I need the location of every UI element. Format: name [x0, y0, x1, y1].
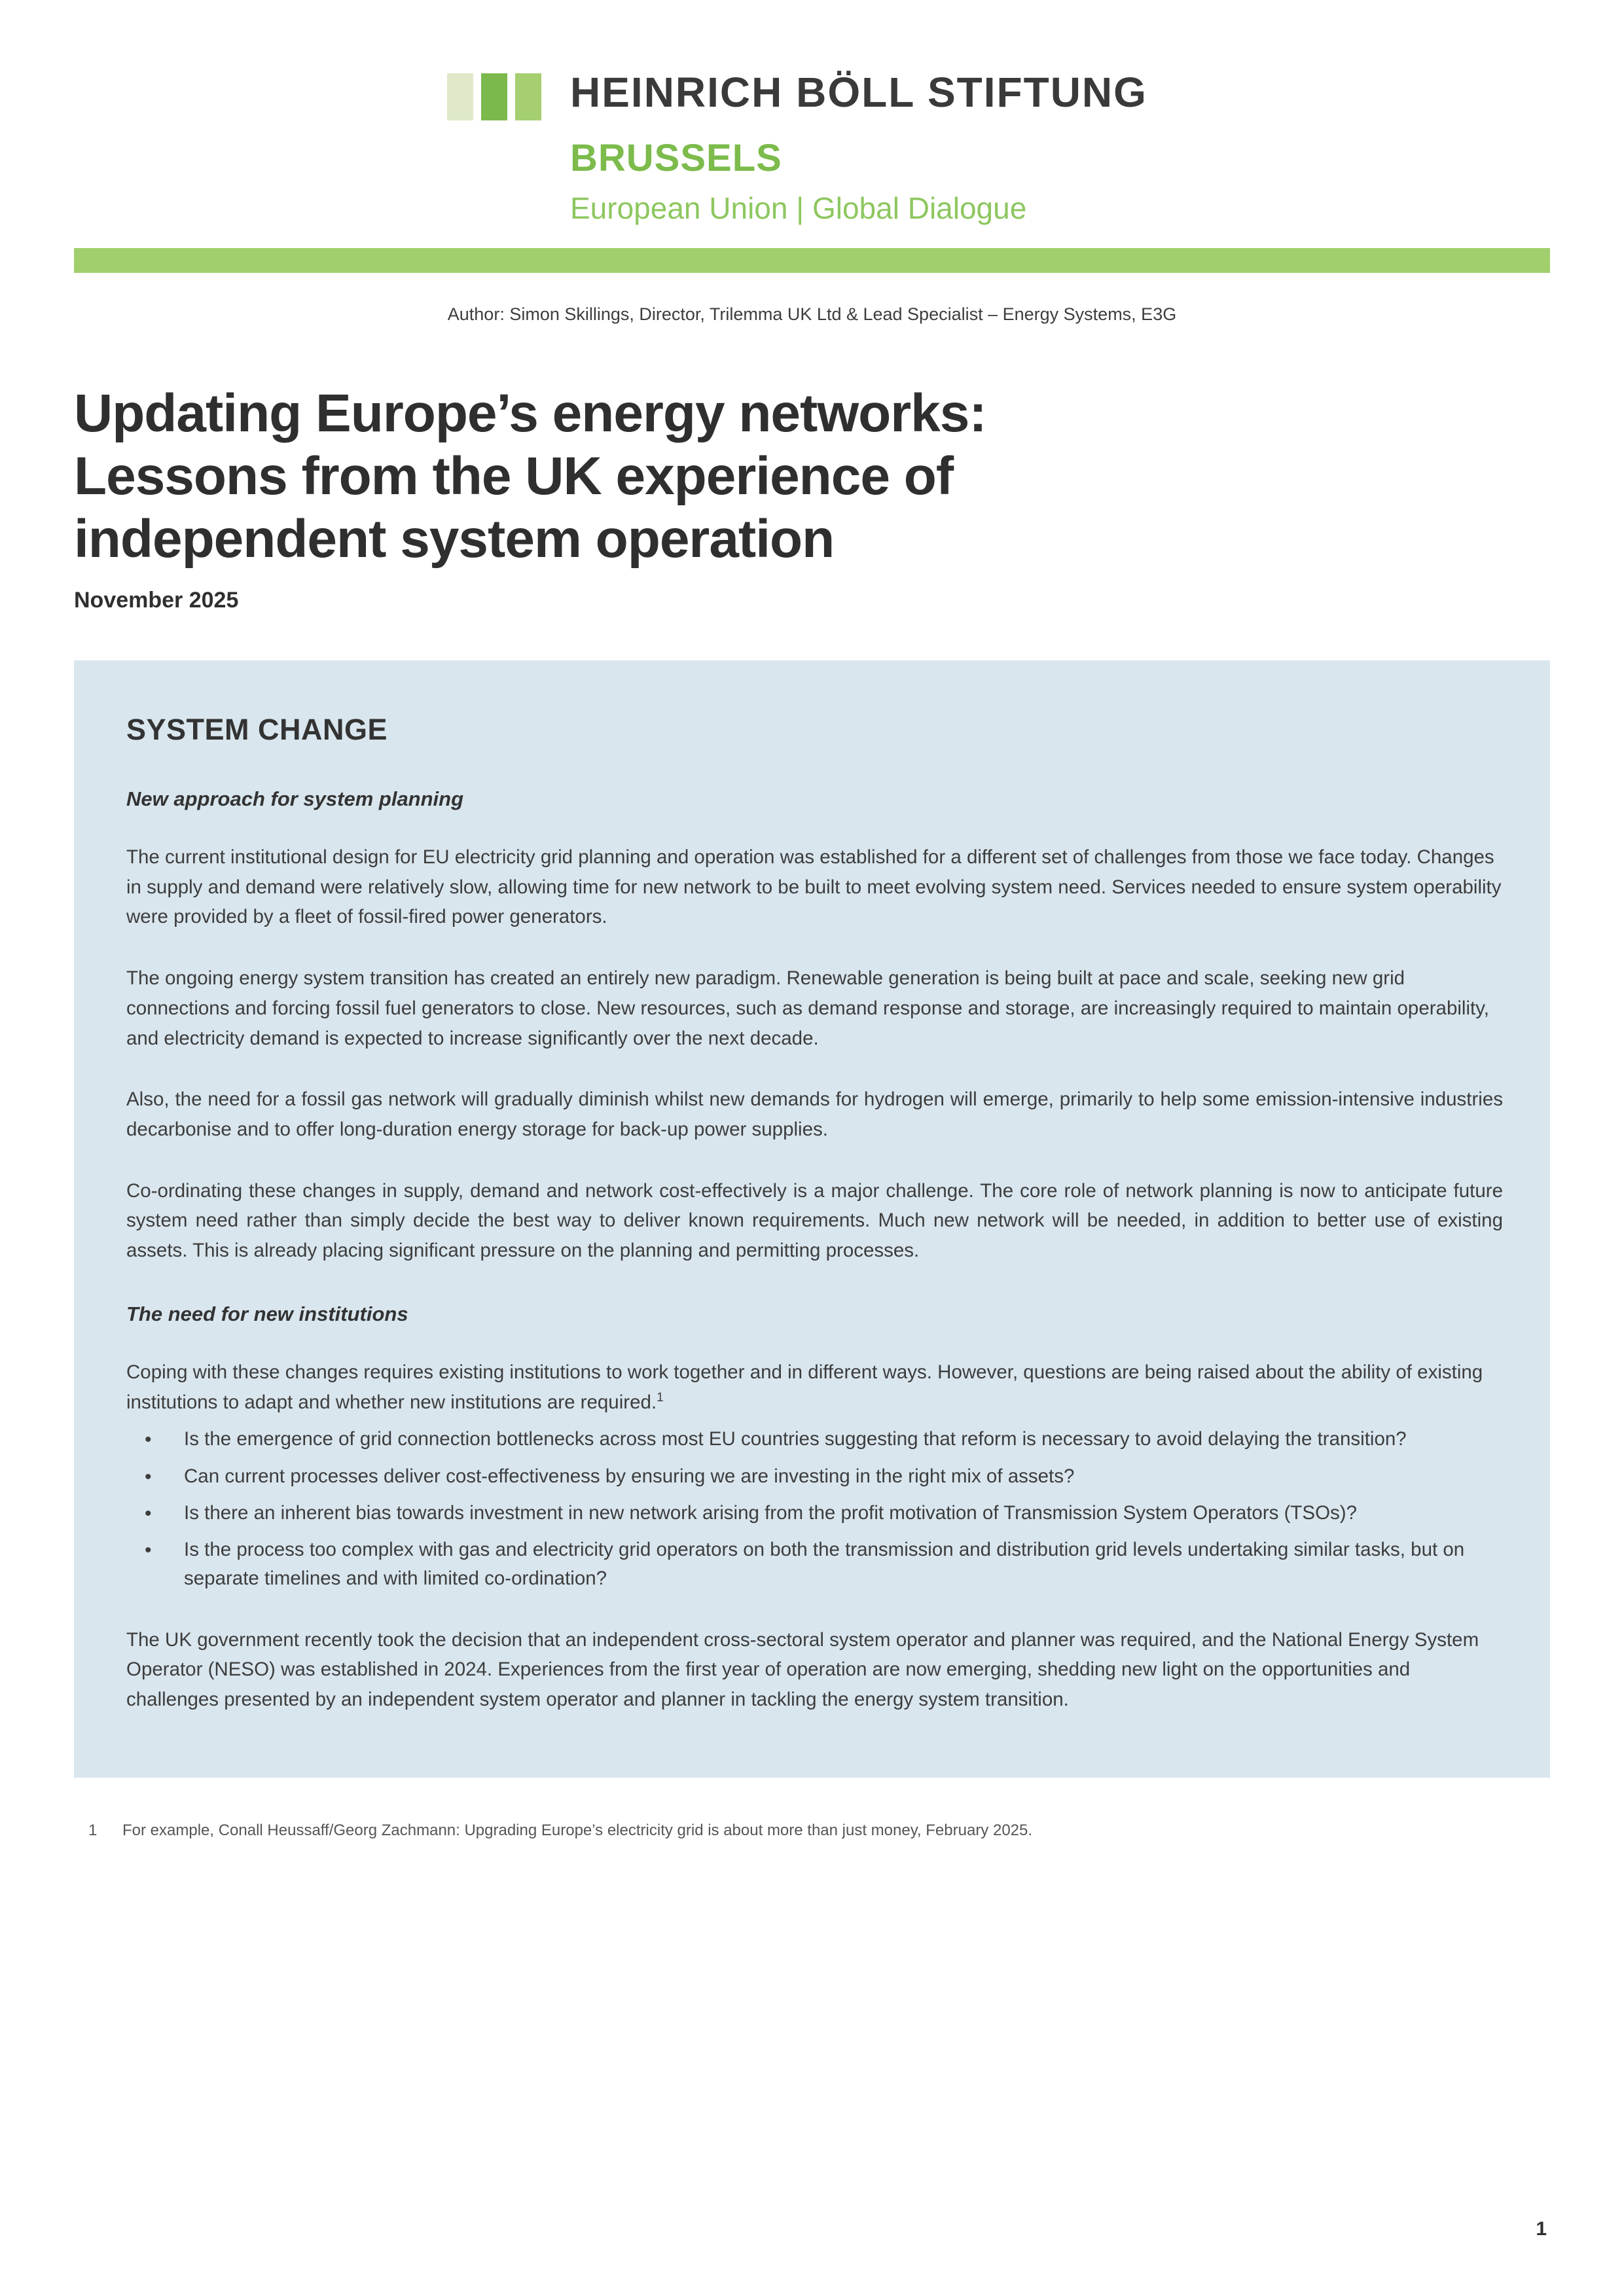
info-box	[74, 660, 1550, 1778]
infobox-paragraph-3: Also, the need for a fossil gas network will gradually diminish whilst new demands for hydrogen will emerge, primarily to help some emission-intensive industries decarbonise and to offer long-duration energy storage for back-up power supplies.	[126, 1088, 1503, 1141]
hbs-logo-icon	[447, 73, 541, 120]
infobox-paragraph-4: Co-ordinating these changes in supply, demand and network cost-effectively is a major challenge. The core role of network planning is now to anticipate future system need rather than simply decide the best way to deliver known requirements. Much new network will be needed, in addition to better use of existing assets. This is already placing significant pressure on the planning and permitting processes.	[126, 1179, 1503, 1262]
bullet-item-1: • Is the emergence of grid connection bottlenecks across most EU countries suggesting that reform is necessary to avoid delaying the transition?	[126, 1425, 1503, 1454]
footnote-marker: 1	[657, 1390, 664, 1405]
brand-city: BRUSSELS	[570, 137, 782, 180]
logo-bar-light	[447, 73, 473, 120]
infobox-heading: SYSTEM CHANGE	[126, 713, 388, 746]
bullet-item-3: • Is there an inherent bias towards investment in new network arising from the profit motivation of Transmission System Operators (TSOs)?	[126, 1499, 1503, 1528]
infobox-subheading-planning: New approach for system planning	[126, 787, 464, 810]
infobox-paragraph-5	[126, 1357, 1503, 1417]
title-line-1: Updating Europe’s energy networks:	[74, 384, 986, 444]
brand-header	[447, 69, 1624, 226]
page-number: 1	[1536, 2218, 1547, 2240]
title-line-3: independent system operation	[74, 509, 835, 569]
bullet-item-2: • Can current processes deliver cost-effectiveness by ensuring we are investing in the right mix of assets?	[126, 1462, 1503, 1491]
infobox-paragraph-6: The UK government recently took the decision that an independent cross-sectoral system operator and planner was required, and the National Energy System Operator (NESO) was established in 2024. Experiences from the first year of operation are now emerging, shedding new light on the opportunities and challenges presented by an independent system operator and planner in tackling the energy system transition.	[126, 1628, 1479, 1711]
bullet-item-4: • Is the process too complex with gas and electricity grid operators on both the transmission and distribution grid levels undertaking similar tasks, but on separate timelines and with limited co-ordination?	[126, 1535, 1503, 1594]
brand-name: HEINRICH BÖLL STIFTUNG	[570, 69, 1147, 116]
brand-tagline: European Union | Global Dialogue	[570, 191, 1027, 226]
logo-bar-mid	[481, 73, 507, 120]
infobox-subheading-institutions: The need for new institutions	[126, 1302, 408, 1325]
footnote-text: For example, Conall Heussaff/Georg Zachmann: Upgrading Europe’s electricity grid is about more than just money, February 2025.	[122, 1821, 1033, 1839]
title-line-2: Lessons from the UK experience of	[74, 446, 954, 507]
page-title	[74, 382, 1550, 571]
infobox-paragraph-5-text: Coping with these changes requires existing institutions to work together and in different ways. However, questions are being raised about the ability of existing institutions to adapt and whether new institutions are required.	[126, 1361, 1483, 1413]
publication-date: November 2025	[74, 588, 239, 613]
title-block	[74, 382, 1550, 613]
infobox-paragraph-2: The ongoing energy system transition has created an entirely new paradigm. Renewable generation is being built at pace and scale, seeking new grid connections and forcing fossil fuel generators to close. New resources, such as demand response and storage, are increasingly required to maintain operability, and electricity demand is expected to increase significantly over the next decade.	[126, 967, 1489, 1049]
footnote	[88, 1820, 1550, 1842]
logo-bar-soft	[515, 73, 541, 120]
author-line: Author: Simon Skillings, Director, Trilemma UK Ltd & Lead Specialist – Energy Systems, E3G	[447, 304, 1177, 325]
brand-text	[570, 69, 1147, 226]
footnote-number: 1	[88, 1821, 98, 1839]
infobox-paragraph-1: The current institutional design for EU electricity grid planning and operation was established for a different set of challenges from those we face today. Changes in supply and demand were relatively slow, allowing time for new network to be built to meet evolving system need. Services needed to ensure system operability were provided by a fleet of fossil-fired power generators.	[126, 846, 1502, 928]
green-divider-bar	[74, 248, 1550, 273]
bullet-list	[126, 1425, 1503, 1593]
